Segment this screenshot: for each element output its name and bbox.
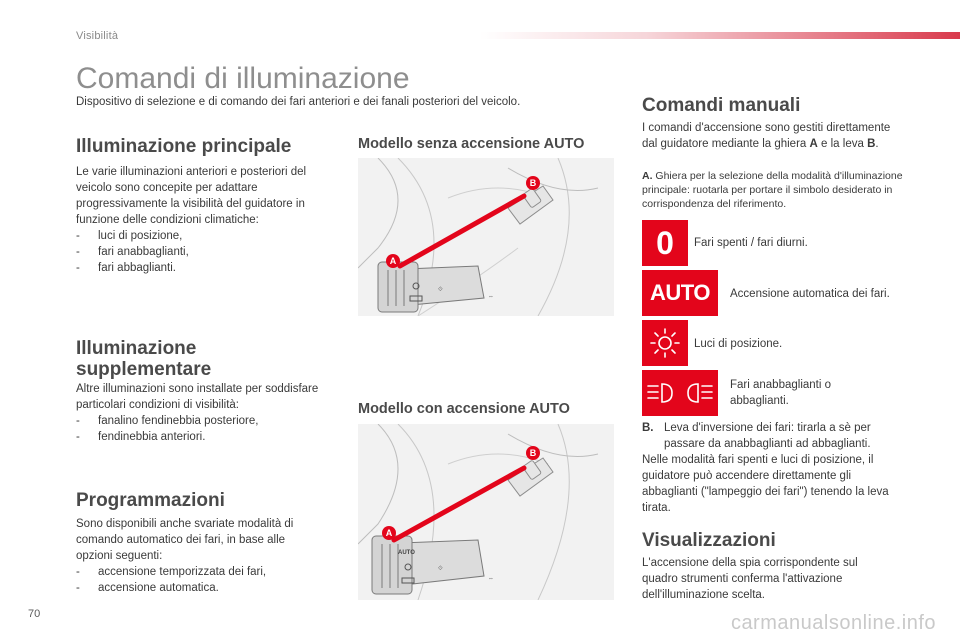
svg-text:⟐: ⟐: [438, 287, 443, 293]
intro-ref-a: A: [809, 138, 818, 150]
note-a: [642, 169, 912, 211]
callout-b: B: [526, 446, 540, 460]
additional-lighting-body: [76, 381, 326, 445]
heading-model-with-auto: Modello con accensione AUTO: [358, 401, 570, 417]
intro-ref-b: B: [867, 138, 876, 150]
watermark: carmanualsonline.info: [730, 612, 936, 634]
headlights-icon: [642, 370, 718, 416]
heading-programming: Programmazioni: [76, 490, 225, 511]
closing-text: Nelle modalità fari spenti e luci di posizione, il guidatore può accendere direttamente gli abbaglianti ("lampeggio dei fari") tenendo la leva tirata.: [642, 454, 889, 514]
note-a-text: Ghiera per la selezione della modalità d'illuminazione principale: ruotarla per portare il simbolo desiderato in corrispondenza del riferimento.: [642, 170, 903, 210]
main-lighting-text: Le varie illuminazioni anteriori e posteriori del veicolo sono concepite per adattare progressivamente la visibilità del guidatore in funzione delle condizioni climatiche:: [76, 166, 307, 226]
programming-body: [76, 516, 316, 596]
mode-label-headlights: Fari anabbaglianti o abbaglianti.: [730, 379, 832, 407]
stalk-illustration: [358, 158, 614, 316]
list-item: - fari anabbaglianti,: [76, 244, 316, 260]
programming-list: [76, 564, 316, 596]
list-item: - luci di posizione,: [76, 228, 316, 244]
note-b: [642, 420, 897, 516]
auto-symbol-glyph: AUTO: [650, 280, 710, 305]
auto-symbol-icon: [642, 270, 718, 316]
stalk-figure-with-auto: [358, 424, 614, 600]
callout-b: B: [526, 176, 540, 190]
note-a-label: A.: [642, 170, 653, 182]
header-rule: [480, 32, 960, 39]
stalk-figure-without-auto: [358, 158, 614, 316]
page-subtitle: Dispositivo di selezione e di comando dei fari anteriori e dei fanali posteriori del veicolo.: [76, 96, 521, 108]
stalk-auto-marking: AUTO: [398, 550, 415, 556]
note-b-row: [642, 420, 897, 452]
manual-controls-intro: [642, 120, 892, 152]
mode-label-off: Fari spenti / fari diurni.: [694, 237, 808, 249]
heading-manual-controls: Comandi manuali: [642, 95, 801, 116]
headlights-glyph: [642, 370, 718, 416]
svg-text:⟐: ⟐: [438, 566, 443, 572]
intro-text: .: [875, 138, 879, 150]
note-b-text: Leva d'inversione dei fari: tirarla a sè per passare da anabbaglianti ad abbaglianti.: [664, 422, 871, 450]
heading-additional-lighting: Illuminazione supplementare: [76, 338, 212, 380]
position-lights-glyph: [642, 320, 688, 366]
page-title: Comandi di illuminazione: [76, 62, 410, 95]
main-lighting-list: [76, 228, 316, 276]
intro-text: I comandi d'accensione sono gestiti direttamente dal guidatore mediante la ghiera: [642, 122, 891, 150]
zero-symbol-icon: [642, 220, 688, 266]
note-b-label: B.: [642, 422, 654, 434]
heading-main-lighting: Illuminazione principale: [76, 136, 292, 157]
mode-label-auto: Accensione automatica dei fari.: [730, 288, 890, 300]
additional-lighting-text: Altre illuminazioni sono installate per soddisfare particolari condizioni di visibilità:: [76, 383, 319, 411]
stalk-illustration: [358, 424, 614, 600]
main-lighting-body: [76, 164, 316, 276]
page-number: 70: [28, 608, 41, 620]
list-item: - fari abbaglianti.: [76, 260, 316, 276]
additional-lighting-list: [76, 413, 326, 445]
list-item: - fanalino fendinebbia posteriore,: [76, 413, 326, 429]
displays-text: L'accensione della spia corrispondente sul quadro strumenti conferma l'attivazione dell'illuminazione scelta.: [642, 557, 858, 601]
intro-text: e la leva: [817, 138, 868, 150]
section-label: Visibilità: [76, 30, 119, 42]
list-item: - accensione temporizzata dei fari,: [76, 564, 316, 580]
mode-label-position: Luci di posizione.: [694, 338, 783, 350]
programming-text: Sono disponibili anche svariate modalità di comando automatico dei fari, in base alle opzioni seguenti:: [76, 518, 294, 562]
list-item: - fendinebbia anteriori.: [76, 429, 326, 445]
callout-a: A: [382, 526, 396, 540]
svg-text:⇔: ⇔: [488, 294, 494, 300]
heading-displays: Visualizzazioni: [642, 530, 776, 551]
list-item: - accensione automatica.: [76, 580, 316, 596]
svg-text:⇔: ⇔: [488, 576, 494, 582]
heading-model-without-auto: Modello senza accensione AUTO: [358, 136, 585, 152]
callout-a: A: [386, 254, 400, 268]
position-lights-icon: [642, 320, 688, 366]
zero-symbol-glyph: 0: [656, 225, 674, 261]
